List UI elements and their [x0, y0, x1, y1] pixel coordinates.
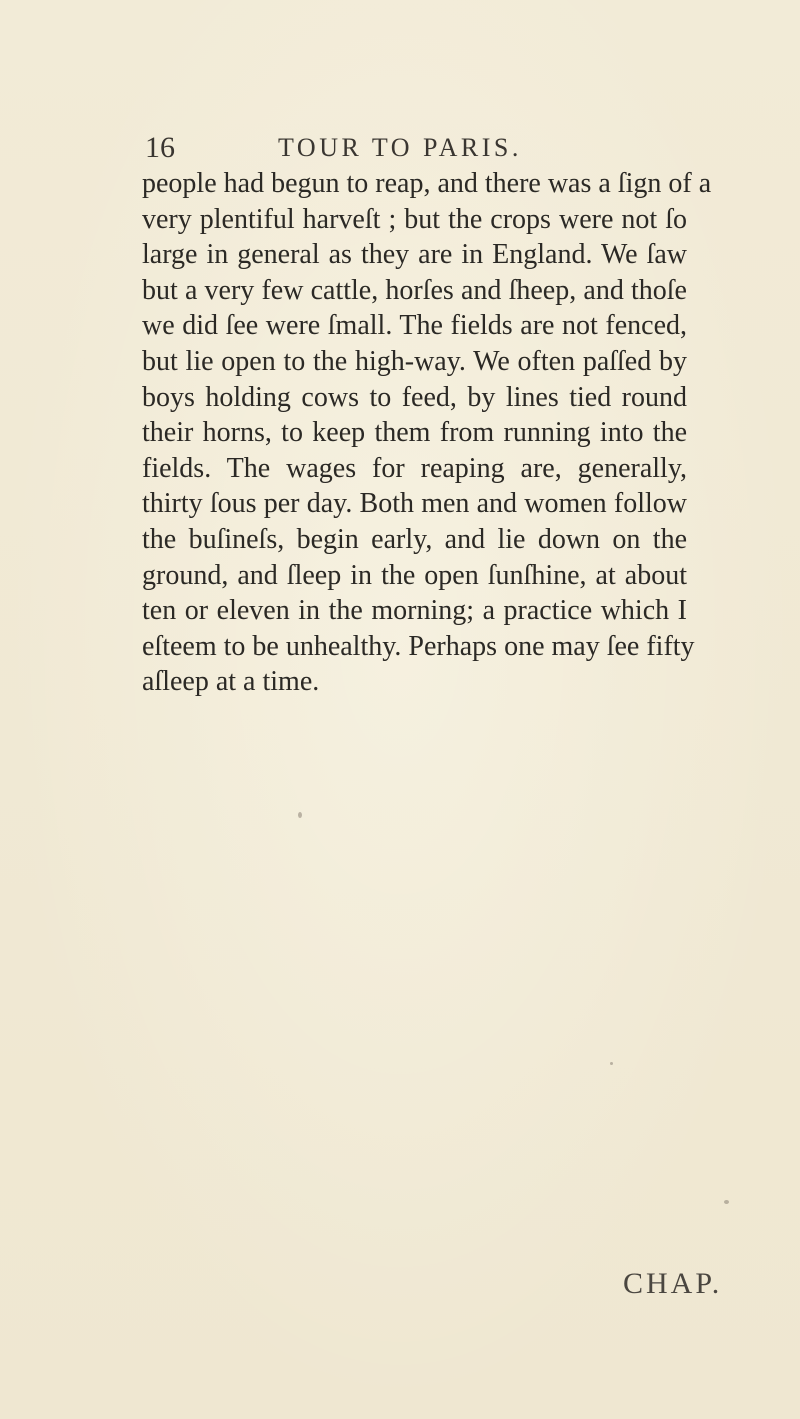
text-line: we did ſee were ſmall. The fields are not fenced, [142, 310, 687, 342]
text-line: large in general as they are in England. We ſaw [142, 239, 687, 271]
page-number: 16 [145, 131, 175, 164]
text-line: ten or eleven in the morning; a practice which I [142, 595, 687, 627]
text-line: aſleep at a time. [142, 666, 320, 698]
running-head [0, 128, 800, 168]
text-line: people had begun to reap, and there was a ſign of a [142, 168, 712, 199]
paper-speck [610, 1062, 613, 1065]
text-line: boys holding cows to feed, by lines tied round [142, 381, 687, 413]
text-line: fields. The wages for reaping are, generally, [142, 452, 687, 484]
catchword: CHAP. [623, 1267, 723, 1300]
paper-speck [298, 812, 302, 818]
text-line: very plentiful harveſt ; but the crops were not ſo [142, 203, 687, 235]
text-line: but a very few cattle, horſes and ſheep, and thoſe [142, 274, 687, 306]
text-line: but lie open to the high-way. We often paſſed by [142, 345, 687, 377]
text-line: ground, and ſleep in the open ſunſhine, at about [142, 559, 687, 591]
running-title: TOUR TO PARIS. [278, 133, 522, 162]
body-paragraph [142, 166, 712, 700]
paper-speck [724, 1200, 729, 1204]
text-line: thirty ſous per day. Both men and women follow [142, 488, 687, 520]
text-line: their horns, to keep them from running into the [142, 417, 687, 449]
text-line: eſteem to be unhealthy. Perhaps one may ſee fifty [142, 630, 695, 662]
text-line: the buſineſs, begin early, and lie down on the [142, 523, 687, 555]
